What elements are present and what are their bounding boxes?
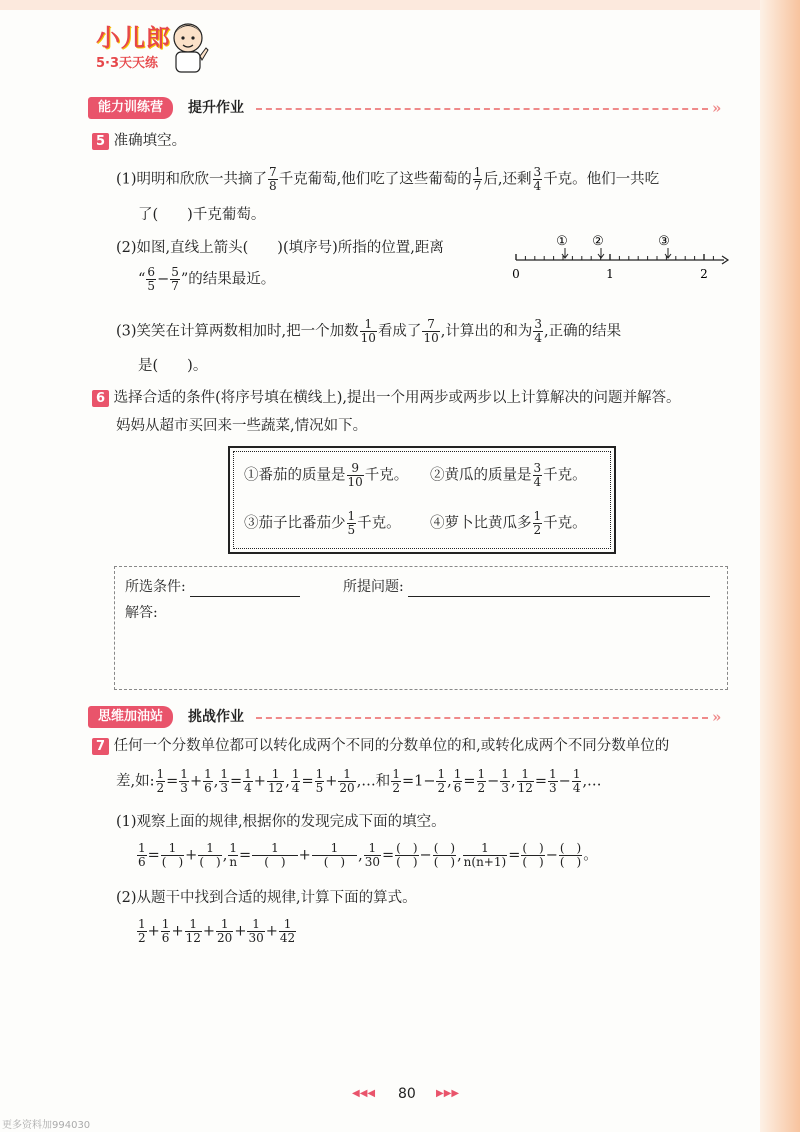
text: 千克。他们一共吃 — [543, 171, 660, 188]
denominator: 7 — [171, 279, 179, 293]
q5-part2-line1: (2)如图,直线上箭头( )(填序号)所指的位置,距离 — [116, 240, 444, 256]
fraction — [422, 318, 439, 345]
fraction[interactable]: $\frac{1}{( )}$ — [199, 841, 221, 869]
q5-part1-line2: 了( )千克葡萄。 — [138, 207, 266, 223]
denominator: 2 — [533, 523, 542, 537]
fraction: $\frac{1}{6}$ — [453, 767, 462, 795]
fraction: $\frac{1}{3}$ — [549, 767, 557, 795]
answer-label: 解答: — [125, 605, 158, 621]
fraction — [360, 318, 377, 345]
fraction: $\frac{1}{12}$ — [517, 767, 533, 795]
minus-sign: − — [157, 271, 170, 288]
numerator: 3 — [533, 165, 542, 179]
question-label: 所提问题: — [343, 579, 404, 595]
fraction — [533, 462, 543, 489]
ticks — [516, 254, 713, 260]
question-blank[interactable] — [408, 582, 710, 597]
q7-title-row — [92, 736, 669, 756]
section-header-training — [88, 97, 738, 119]
denominator: 4 — [533, 179, 542, 193]
fraction: $\frac{1}{4}$ — [244, 767, 252, 795]
denominator: 10 — [360, 331, 376, 345]
fraction: $\frac{1}{3}$ — [501, 767, 509, 795]
fraction: $\frac{1}{6}$ — [204, 767, 212, 795]
section-header-challenge — [88, 706, 738, 728]
numerator: 3 — [534, 317, 542, 331]
top-band — [0, 0, 800, 10]
numerator: 1 — [347, 509, 356, 523]
text: 千克。 — [357, 515, 401, 532]
arrow-2-icon — [598, 248, 604, 258]
text: ,计算出的和为 — [440, 323, 533, 340]
question-number: 5 — [92, 133, 109, 150]
chevron-right-icon: » — [712, 99, 722, 117]
q5-title-row — [92, 131, 186, 151]
numerator: 1 — [473, 165, 482, 179]
arrow-label-1: ① — [556, 234, 568, 249]
page-number: 80 — [398, 1086, 416, 1102]
text: 差,如: — [116, 773, 155, 790]
fraction: $\frac{1}{4}$ — [572, 767, 581, 795]
section-subtitle: 提升作业 — [188, 100, 244, 116]
fraction — [268, 166, 278, 193]
q7-expression: $\frac{1}{2}$ + $\frac{1}{6}$ + $\frac{1}{12}$ + $\frac{1}{20}$ + $\frac{1}{30}$ + $\frac{1}{42}$ — [138, 917, 296, 945]
fraction: $\frac{1}{2}$ — [392, 767, 400, 795]
fraction — [347, 462, 364, 489]
numerator: 3 — [533, 461, 542, 475]
conditions-box — [228, 446, 616, 554]
arrow-label-2: ② — [592, 234, 604, 249]
question-row — [343, 577, 710, 597]
fraction — [533, 166, 543, 193]
numerator: 5 — [171, 265, 179, 279]
fraction[interactable]: $\frac{( )}{( )}$ — [522, 841, 544, 869]
logo — [92, 18, 212, 88]
text: ④萝卜比黄瓜多 — [430, 515, 532, 532]
text: 千克。 — [364, 467, 409, 484]
numerator: 9 — [347, 462, 364, 476]
q7-examples: 差,如: $\frac{1}{2}$ = $\frac{1}{3}$ + $\frac{1}{6}$ , $\frac{1}{3}$ = $\frac{1}{4}$ + $\frac{1}{12}$ , $\frac{1}{4}$ = $\frac{1}{5}$ + $\frac{1}{20}$ ,…和 $\frac{1}{2}$ =1− $\frac{1}{2}$ , $\frac{1}{6}$ = $\frac{1}{2}$ − $\frac{1}{3}$ , $\frac{1}{12}$ = $\frac{1}{3}$ − $\frac{1}{4}$ ,… — [116, 767, 602, 795]
fraction: $\frac{1}{n(n+1)}$ — [463, 841, 507, 869]
fraction — [533, 510, 543, 537]
axis-label-2: 2 — [700, 267, 708, 281]
chosen-label: 所选条件: — [125, 579, 186, 595]
numerator: 1 — [360, 318, 377, 332]
prev-arrows-icon: ◀◀◀ — [352, 1088, 376, 1099]
logo-subtitle: 5·3天天练 — [96, 56, 159, 71]
numerator: 1 — [533, 509, 542, 523]
fraction[interactable]: $\frac{1}{( )}$ — [312, 842, 357, 869]
fraction: $\frac{1}{3}$ — [180, 767, 188, 795]
dashed-divider — [256, 108, 708, 110]
denominator: 7 — [473, 179, 482, 193]
text: (3)笑笑在计算两数相加时,把一个加数 — [116, 323, 359, 340]
fraction[interactable]: $\frac{1}{( )}$ — [252, 842, 297, 869]
number-line — [508, 232, 730, 286]
denominator: 4 — [534, 331, 542, 345]
question-title: 准确填空。 — [113, 133, 187, 149]
fraction: $\frac{1}{30}$ — [364, 841, 380, 869]
chosen-conditions-blank[interactable] — [190, 582, 300, 597]
numerator: 7 — [269, 165, 277, 179]
dashed-divider — [256, 717, 708, 719]
q7-sub1: (1)观察上面的规律,根据你的发现完成下面的填空。 — [116, 814, 446, 830]
text: ,正确的结果 — [543, 323, 622, 340]
fraction — [347, 510, 357, 537]
denominator: 10 — [423, 331, 439, 345]
axis-label-1: 1 — [606, 267, 614, 281]
question-number: 6 — [92, 390, 109, 407]
text: 后,还剩 — [483, 171, 532, 188]
numerator: 7 — [422, 318, 439, 332]
fraction[interactable]: $\frac{( )}{( )}$ — [433, 841, 456, 869]
text: “ — [138, 271, 146, 288]
answer-area[interactable] — [114, 566, 728, 690]
fraction — [533, 318, 543, 345]
denominator: 5 — [347, 523, 356, 537]
boy-mascot-icon — [166, 20, 210, 74]
question-number: 7 — [92, 738, 109, 755]
denominator: 5 — [147, 279, 156, 293]
fraction: $\frac{1}{2}$ — [437, 767, 446, 795]
section-subtitle: 挑战作业 — [188, 709, 244, 725]
condition-3 — [244, 510, 401, 537]
section-tag: 思维加油站 — [88, 706, 173, 728]
fraction: $\frac{1}{2}$ — [156, 767, 165, 795]
text: ,…和 — [356, 773, 391, 790]
q7-sub2: (2)从题干中找到合适的规律,计算下面的算式。 — [116, 890, 417, 906]
question-text: 选择合适的条件(将序号填在横线上),提出一个用两步或两步以上计算解决的问题并解答。 — [113, 390, 681, 406]
text: ③茄子比番茄少 — [244, 515, 346, 532]
fraction[interactable]: $\frac{( )}{( )}$ — [396, 841, 418, 869]
question-text: 任何一个分数单位都可以转化成两个不同的分数单位的和,或转化成两个不同分数单位的 — [113, 738, 670, 754]
fraction — [146, 266, 156, 293]
fraction — [170, 266, 180, 293]
fraction[interactable]: $\frac{1}{( )}$ — [161, 841, 184, 869]
q5-part3-line1 — [116, 318, 621, 345]
fraction: $\frac{1}{3}$ — [220, 767, 228, 795]
fraction: $\frac{1}{n}$ — [229, 841, 238, 869]
text: ,… — [582, 773, 602, 790]
logo-title: 小儿郎 — [96, 24, 171, 52]
q5-part1-line1 — [116, 166, 659, 193]
q5-part2-line2 — [138, 266, 275, 293]
condition-4 — [430, 510, 587, 537]
text: ”的结果最近。 — [180, 271, 276, 288]
text: 千克。 — [543, 515, 587, 532]
fraction: $\frac{1}{20}$ — [339, 767, 355, 795]
arrow-label-3: ③ — [658, 234, 670, 249]
fraction: $\frac{1}{6}$ — [138, 841, 146, 869]
fraction: $\frac{1}{5}$ — [315, 767, 324, 795]
watermark: 更多资料加994030 — [2, 1120, 91, 1131]
denominator: 8 — [269, 179, 277, 193]
text: 千克。 — [543, 467, 587, 484]
denominator: 4 — [533, 475, 542, 489]
q5-part3-line2: 是( )。 — [138, 358, 208, 374]
fraction — [473, 166, 483, 193]
next-arrows-icon: ▶▶▶ — [436, 1088, 460, 1099]
page-footer — [352, 1086, 482, 1106]
section-tag: 能力训练营 — [88, 97, 173, 119]
fraction: $\frac{1}{2}$ — [477, 767, 486, 795]
condition-2 — [430, 462, 587, 489]
numerator: 6 — [147, 265, 156, 279]
text: 千克葡萄,他们吃了这些葡萄的 — [278, 171, 472, 188]
condition-1 — [244, 462, 408, 489]
q6-title-row — [92, 388, 681, 408]
denominator: 10 — [347, 475, 363, 489]
chevron-right-icon: » — [712, 708, 722, 726]
q7-fill-blanks[interactable]: $\frac{1}{6}$ = $\frac{1}{( )}$ + $\frac{1}{( )}$ , $\frac{1}{n}$ = $\frac{1}{( )}$ + $\frac{1}{( )}$ , $\frac{1}{30}$ = $\frac{( )}{( )}$ − $\frac{( )}{( )}$ , $\frac{1}{n(n+1)}$ = $\frac{( )}{( )}$ − $\frac{( )}{( )}$ 。 — [138, 841, 598, 869]
axis-label-0: 0 — [512, 267, 520, 281]
text: 看成了 — [377, 323, 422, 340]
text: (1)明明和欣欣一共摘了 — [116, 171, 268, 188]
chosen-conditions-row — [125, 577, 300, 597]
fraction: $\frac{1}{4}$ — [291, 767, 300, 795]
text: ②黄瓜的质量是 — [430, 467, 532, 484]
fraction: $\frac{1}{12}$ — [267, 767, 284, 795]
text: ①番茄的质量是 — [244, 467, 346, 484]
page-edge-strip — [760, 0, 800, 1132]
fraction[interactable]: $\frac{( )}{( )}$ — [559, 841, 582, 869]
q6-intro: 妈妈从超市买回来一些蔬菜,情况如下。 — [116, 418, 368, 434]
